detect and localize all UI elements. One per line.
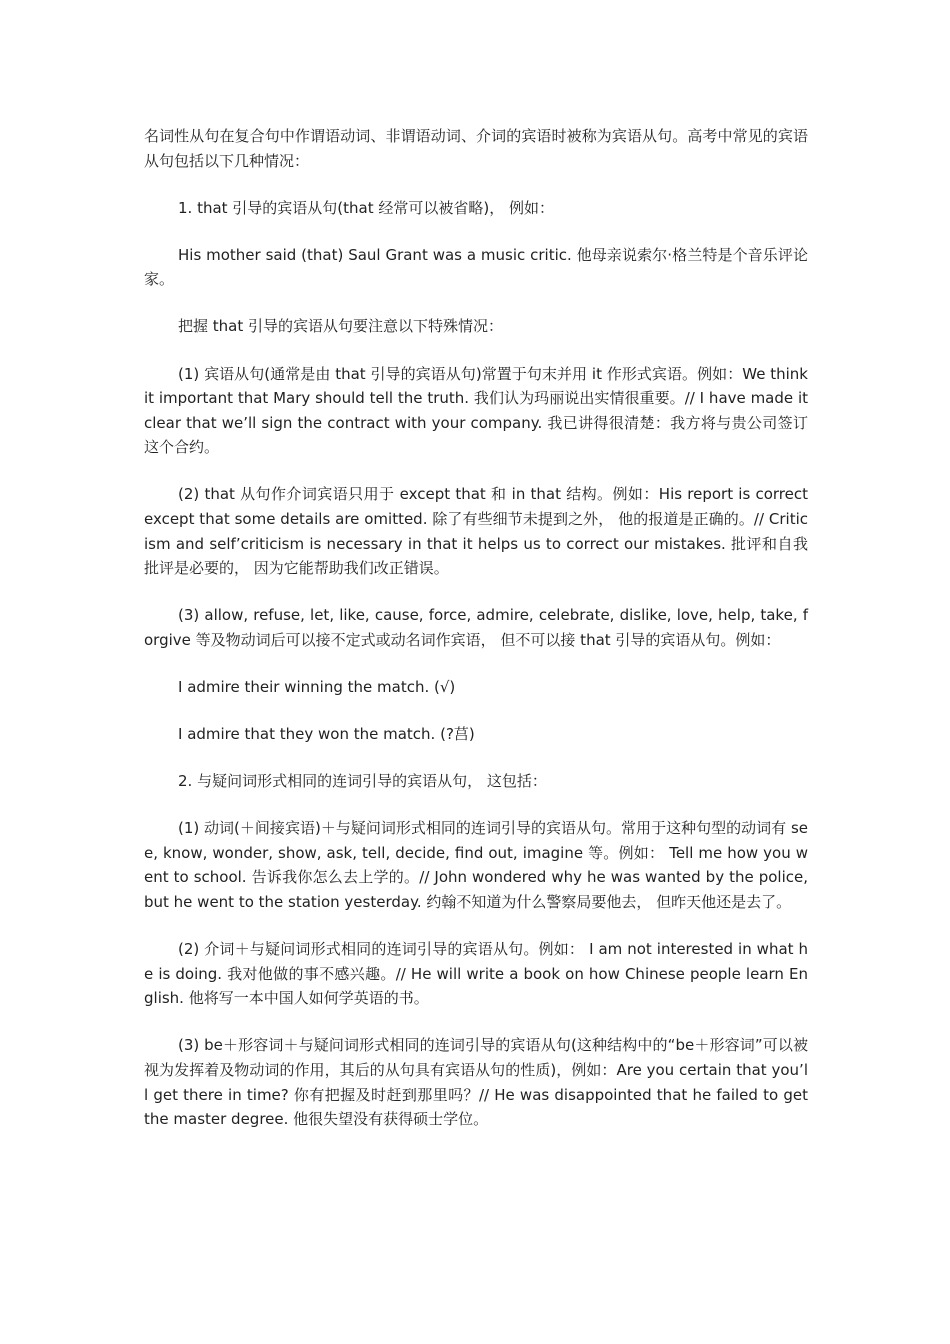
paragraph-section-1-heading: 1. that 引导的宾语从句(that 经常可以被省略)， 例如： xyxy=(178,198,555,217)
paragraph-section-2-case-1: (1) 动词(＋间接宾语)＋与疑问词形式相同的连词引导的宾语从句。常用于这种句型的动词有 see, know, wonder, show, ask, tell, decide, find out, imagine 等。例如： Tell me how you went to school. 告诉我你怎么去上学的。// John wondered why he was wanted by the police, but he went to the station yesterday. 约翰不知道为什么警察局要他去， 但昨天他还是去了。 xyxy=(144,819,808,912)
paragraph-case-2-except-that: (2) that 从句作介词宾语只用于 except that 和 in that 结构。例如：His report is correct except that some details are omitted. 除了有些细节未提到之外， 他的报道是正确的。// Criticism and self’criticism is necessary in that it helps us to correct our mistakes. 批评和自我批评是必要的， 因为它能帮助我们改正错误。 xyxy=(144,485,808,578)
paragraph-example-saul-grant: His mother said (that) Saul Grant was a music critic. 他母亲说索尔·格兰特是个音乐评论家。 xyxy=(144,245,808,289)
paragraph-example-incorrect: I admire that they won the match. (?莒) xyxy=(178,725,475,744)
paragraph-case-1-it-formal-object: (1) 宾语从句(通常是由 that 引导的宾语从句)常置于句末并用 it 作形式宾语。例如：We think it important that Mary should tell the truth. 我们认为玛丽说出实情很重要。// I have made it clear that we’ll sign the contract with your company. 我已讲得很清楚：我方将与贵公司签订这个合约。 xyxy=(144,364,808,457)
paragraph-section-2-heading: 2. 与疑问词形式相同的连词引导的宾语从句， 这包括： xyxy=(178,772,547,791)
paragraph-section-2-case-3: (3) be＋形容词＋与疑问词形式相同的连词引导的宾语从句(这种结构中的“be＋形容词”可以被视为发挥着及物动词的作用，其后的从句具有宾语从句的性质)，例如：Are you certain that you’ll get there in time? 你有把握及时赶到那里吗？// He was disappointed that he failed to get the master degree. 他很失望没有获得硕士学位。 xyxy=(144,1036,808,1129)
paragraph-intro: 名词性从句在复合句中作谓语动词、非谓语动词、介词的宾语时被称为宾语从句。高考中常见的宾语从句包括以下几种情况： xyxy=(144,127,808,170)
document-body xyxy=(144,124,808,1154)
paragraph-special-cases-intro: 把握 that 引导的宾语从句要注意以下特殊情况： xyxy=(178,317,503,336)
paragraph-section-2-case-2: (2) 介词＋与疑问词形式相同的连词引导的宾语从句。例如： I am not interested in what he is doing. 我对他做的事不感兴趣。// He will write a book on how Chinese people learn English. 他将写一本中国人如何学英语的书。 xyxy=(144,940,808,1008)
paragraph-example-correct: I admire their winning the match. (√) xyxy=(178,678,456,696)
paragraph-case-3-verbs-list: (3) allow, refuse, let, like, cause, force, admire, celebrate, dislike, love, help, take, forgive 等及物动词后可以接不定式或动名词作宾语， 但不可以接 that 引导的宾语从句。例如： xyxy=(144,606,808,649)
